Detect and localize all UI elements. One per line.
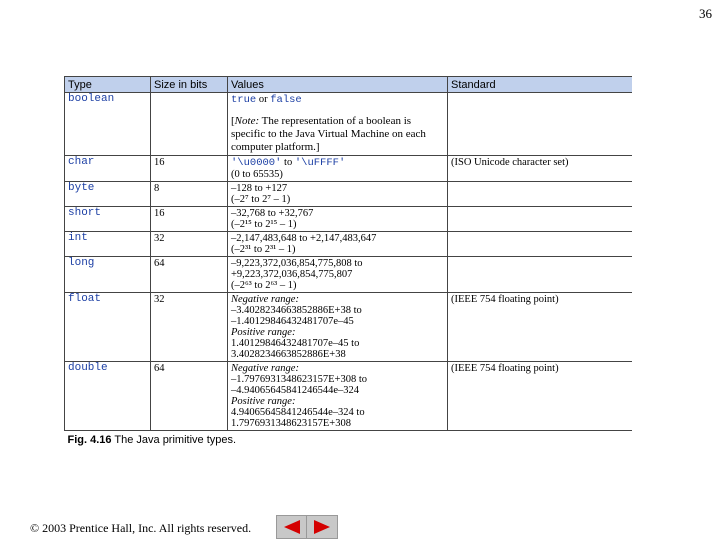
value-line: 1.7976931348623157E+308 [231, 418, 351, 429]
table-row [65, 232, 633, 257]
header-standard: Standard [448, 77, 633, 93]
value-line: (–2⁷ to 2⁷ – 1) [231, 194, 291, 205]
table-row [65, 362, 633, 431]
note-text: The representation of a boolean is specific to the Java Virtual Machine on each computer platform.] [231, 115, 426, 153]
values-cell [228, 207, 448, 232]
table-row [65, 156, 633, 182]
value-code: '\u0000' [231, 157, 282, 169]
value-code: false [270, 94, 302, 106]
value-line: 4.94065645841246544e–324 to [231, 407, 365, 418]
standard-cell [448, 182, 633, 207]
values-cell [228, 293, 448, 362]
left-arrow-icon [283, 519, 301, 535]
value-line: (–2³¹ to 2³¹ – 1) [231, 244, 296, 255]
negative-range-label: Negative range: [231, 363, 299, 374]
primitive-types-table-frame [64, 76, 632, 494]
header-row [65, 77, 633, 93]
size-cell: 64 [151, 362, 228, 431]
standard-cell: (ISO Unicode character set) [448, 156, 633, 182]
value-line: (–2⁶³ to 2⁶³ – 1) [231, 280, 297, 291]
type-cell: long [65, 257, 151, 293]
size-cell: 32 [151, 232, 228, 257]
value-code: '\uFFFF' [294, 157, 346, 169]
header-values: Values [228, 77, 448, 93]
standard-cell [448, 207, 633, 232]
values-cell [228, 257, 448, 293]
value-line: +9,223,372,036,854,775,807 [231, 269, 353, 280]
value-line: –4.94065645841246544e–324 [231, 385, 360, 396]
value-line: –32,768 to +32,767 [231, 208, 314, 219]
values-cell [228, 156, 448, 182]
positive-range-label: Positive range: [231, 327, 296, 338]
table-row [65, 293, 633, 362]
size-cell: 64 [151, 257, 228, 293]
figure-caption [65, 431, 633, 451]
value-line: 1.40129846432481707e–45 to [231, 338, 360, 349]
value-sep: or [256, 94, 271, 105]
caption-row [65, 431, 633, 451]
note-label: Note: [234, 115, 260, 127]
standard-cell: (IEEE 754 floating point) [448, 362, 633, 431]
figure-label: Fig. 4.16 [67, 434, 112, 446]
type-cell: float [65, 293, 151, 362]
size-cell: 32 [151, 293, 228, 362]
values-cell [228, 182, 448, 207]
value-line: (–2¹⁵ to 2¹⁵ – 1) [231, 219, 297, 230]
standard-cell [448, 232, 633, 257]
page-number: 36 [699, 6, 712, 21]
standard-cell [448, 257, 633, 293]
value-line: –9,223,372,036,854,775,808 to [231, 258, 363, 269]
size-cell: 8 [151, 182, 228, 207]
table-row [65, 257, 633, 293]
positive-range-label: Positive range: [231, 396, 296, 407]
values-cell [228, 232, 448, 257]
size-cell: 16 [151, 156, 228, 182]
value-line: –2,147,483,648 to +2,147,483,647 [231, 233, 377, 244]
table-row [65, 182, 633, 207]
values-cell [228, 362, 448, 431]
table-row [65, 93, 633, 156]
negative-range-label: Negative range: [231, 294, 299, 305]
type-cell: char [65, 156, 151, 182]
standard-cell [448, 93, 633, 156]
copyright-notice: © 2003 Prentice Hall, Inc. All rights reserved. [30, 521, 252, 535]
value-sep: to [281, 157, 295, 168]
figure-caption-text: The Java primitive types. [111, 434, 237, 446]
type-cell: boolean [65, 93, 151, 156]
size-cell: 16 [151, 207, 228, 232]
header-size: Size in bits [151, 77, 228, 93]
right-arrow-icon [313, 519, 331, 535]
size-cell [151, 93, 228, 156]
value-line: –1.40129846432481707e–45 [231, 316, 354, 327]
type-cell: short [65, 207, 151, 232]
value-line: –1.7976931348623157E+308 to [231, 374, 368, 385]
note-open: [ [231, 115, 235, 127]
previous-slide-button[interactable] [276, 515, 308, 539]
header-type: Type [65, 77, 151, 93]
value-line: (0 to 65535) [231, 169, 283, 180]
standard-cell: (IEEE 754 floating point) [448, 293, 633, 362]
table-row [65, 207, 633, 232]
boolean-note [231, 115, 444, 154]
values-cell [228, 93, 448, 156]
value-line: –128 to +127 [231, 183, 288, 194]
value-line: –3.4028234663852886E+38 to [231, 305, 362, 316]
value-code: true [231, 94, 257, 106]
value-line: 3.4028234663852886E+38 [231, 349, 346, 360]
next-slide-button[interactable] [306, 515, 338, 539]
type-cell: int [65, 232, 151, 257]
type-cell: byte [65, 182, 151, 207]
type-cell: double [65, 362, 151, 431]
primitive-types-table [64, 76, 632, 450]
